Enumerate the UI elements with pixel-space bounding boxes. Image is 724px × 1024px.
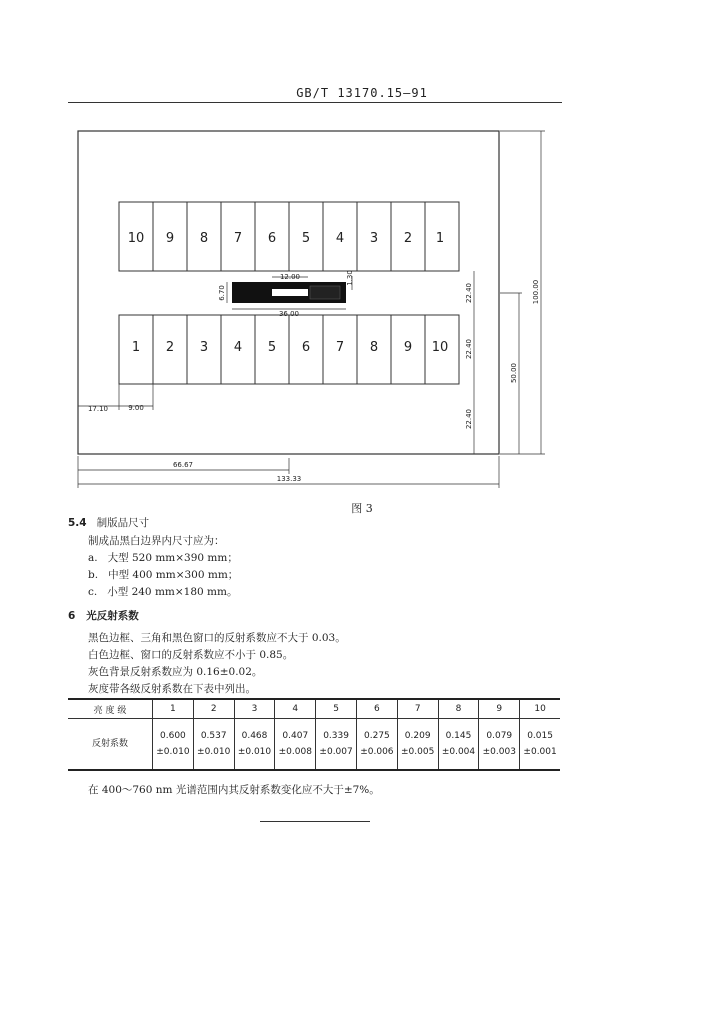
top-step-label: 9 [165,231,175,246]
dim-6-70-label: 6.70 [218,285,226,301]
value-cell [356,719,397,771]
list-text: 大型 520 mm×390 mm； [107,552,238,564]
top-step-label: 8 [199,231,209,246]
bottom-step-row [119,315,459,384]
top-step-label: 3 [369,231,379,246]
table-header-row [68,699,560,719]
bottom-step-label: 5 [267,340,277,355]
bottom-step-label: 7 [335,340,345,355]
dim-22-40-label: 22.40 [465,338,473,360]
section-number: 5.4 [68,517,87,529]
value: 0.209 [404,731,431,741]
value: 0.339 [323,731,349,741]
value: 0.468 [241,731,268,741]
top-step-label: 4 [335,231,345,246]
bottom-step-label: 1 [131,340,141,355]
paragraph-line: 黑色边框、三角和黑色窗口的反射系数应不大于 0.03。 [88,632,346,644]
section-title: 光反射系数 [86,610,139,622]
paragraph-line: 灰色背景反射系数应为 0.16±0.02。 [88,666,263,678]
top-step-row [119,202,459,271]
footer-note: 在 400～760 nm 光谱范围内其反射系数变化应不大于±7%。 [88,784,380,796]
dim-small-label: 1.30 [346,270,354,286]
bottom-step-label: 3 [199,340,209,355]
value: 0.407 [282,731,309,741]
dim-36-label: 36.00 [278,310,300,318]
table-header-label: 亮 度 级 [68,699,153,719]
list-item [88,551,238,565]
tolerance: ±0.001 [523,747,557,757]
level-cell: 9 [479,699,520,719]
list-item [88,585,237,599]
value: 0.145 [445,731,472,741]
dim-50-label: 50.00 [510,362,518,384]
level-cell: 10 [520,699,560,719]
level-cell: 1 [153,699,194,719]
value-cell [479,719,520,771]
paragraph-line: 灰度带各级反射系数在下表中列出。 [88,683,256,695]
tolerance: ±0.003 [482,747,516,757]
level-cell: 7 [397,699,438,719]
list-text: 小型 240 mm×180 mm。 [107,586,238,598]
dimension-lines [78,131,545,488]
dim-9-label: 9.00 [128,404,144,412]
value: 0.275 [364,731,390,741]
bottom-step-label: 9 [403,340,413,355]
bottom-step-label: 10 [431,340,449,355]
value-cell [234,719,275,771]
top-step-label: 5 [301,231,311,246]
value: 0.600 [160,731,186,741]
section-title: 制版品尺寸 [96,517,150,529]
top-step-label: 6 [267,231,277,246]
value-cell [438,719,479,771]
top-step-label: 10 [127,231,145,246]
value: 0.079 [486,731,513,741]
list-text: 中型 400 mm×300 mm； [108,569,239,581]
level-cell: 8 [438,699,479,719]
figure-caption: 图 3 [351,502,373,515]
standard-code: GB/T 13170.15—91 [296,86,428,100]
tolerance: ±0.007 [319,747,353,757]
bottom-step-label: 6 [301,340,311,355]
tolerance: ±0.006 [360,747,394,757]
dim-22-40-label: 22.40 [465,408,473,430]
value: 0.537 [200,731,227,741]
dim-66-label: 66.67 [172,461,194,469]
level-cell: 4 [275,699,316,719]
tolerance: ±0.010 [197,747,231,757]
tolerance: ±0.008 [278,747,312,757]
reflectance-table [68,698,560,771]
table-row [68,719,560,771]
level-cell: 6 [356,699,397,719]
table-row-label: 反射系数 [68,719,153,771]
list-marker: c. [88,586,98,598]
value-cell [520,719,560,771]
section-number: 6 [68,610,76,622]
level-cell: 2 [193,699,234,719]
dim-22-40-label: 22.40 [465,282,473,304]
section-5-4-heading [68,516,149,530]
value-cell [397,719,438,771]
value-cell [275,719,316,771]
level-cell: 3 [234,699,275,719]
bottom-step-label: 8 [369,340,379,355]
section-5-4-intro: 制成品黑白边界内尺寸应为： [88,535,225,547]
section-6-heading [68,609,139,623]
figure-3-diagram [0,0,724,500]
tolerance: ±0.004 [441,747,476,757]
list-marker: b. [88,569,99,581]
value-cell [316,719,357,771]
tolerance: ±0.010 [237,747,272,757]
top-step-label: 1 [435,231,445,246]
dim-100-label: 100.00 [532,279,540,305]
list-marker: a. [88,552,98,564]
value-cell [193,719,234,771]
level-cell: 5 [316,699,357,719]
tolerance: ±0.005 [401,747,435,757]
bottom-step-label: 4 [233,340,243,355]
value-cell [153,719,194,771]
bottom-step-label: 2 [165,340,175,355]
tolerance: ±0.010 [156,747,190,757]
value: 0.015 [527,731,553,741]
top-step-label: 2 [403,231,413,246]
paragraph-line: 白色边框、窗口的反射系数应不小于 0.85。 [88,649,294,661]
list-item [88,568,238,582]
dim-133-label: 133.33 [276,475,302,483]
end-rule [260,821,370,822]
dim-17-label: 17.10 [87,405,109,413]
dim-12-label: 12.00 [279,273,301,281]
top-step-label: 7 [233,231,243,246]
centre-window [232,282,346,303]
